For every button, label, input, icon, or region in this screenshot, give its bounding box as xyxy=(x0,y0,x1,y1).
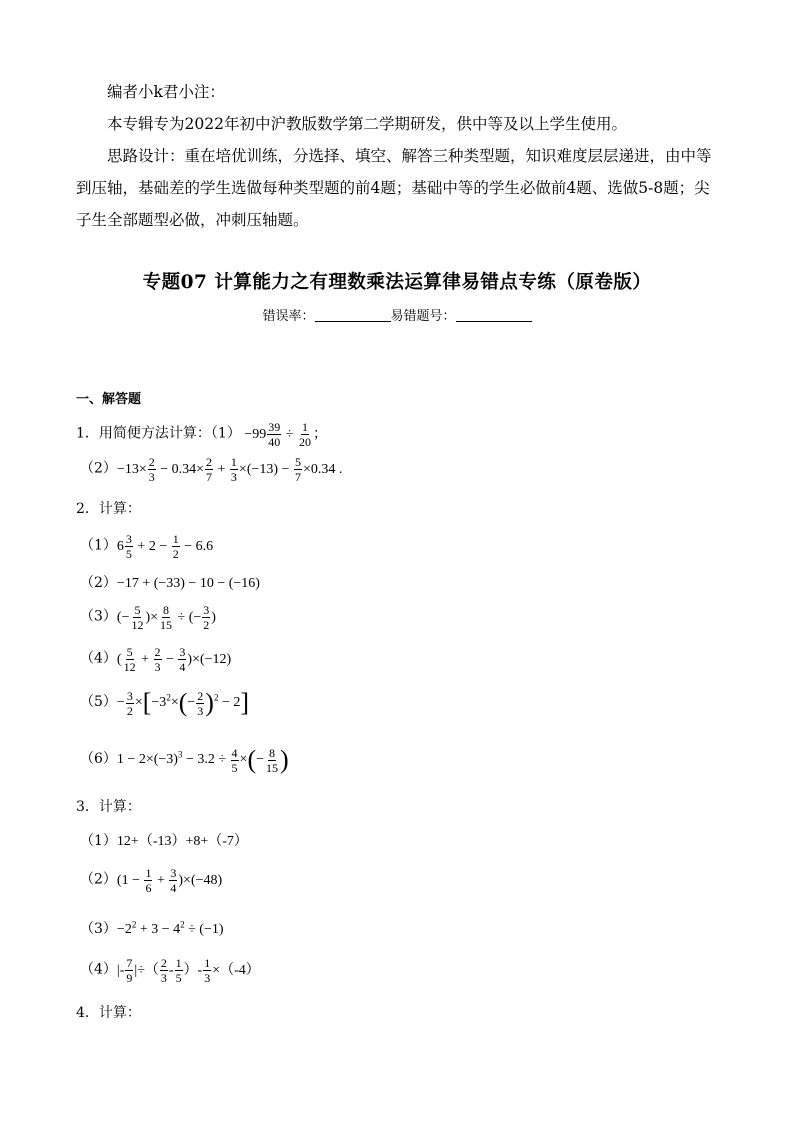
q1-item-1-expr: −99 $\frac{39}{40}$ ÷ $\frac{1}{20}$ ； xyxy=(240,420,327,449)
section-heading: 一、解答题 xyxy=(76,392,142,407)
q1-item-2: （2）−13× $\frac{2}{3}$ − 0.34× $\frac{2}{7}$ + $\frac{1}{3}$ ×(−13) − $\frac{5}{7}$ ×0.34 . xyxy=(80,455,343,484)
question-4-label: 4．计算： xyxy=(76,1005,141,1021)
intro-block xyxy=(76,76,720,236)
q2-item-4: （4）( $\frac{5}{12}$ + $\frac{2}{3}$ − $\frac{3}{4}$ )×(−12) xyxy=(80,645,232,674)
error-rate-blank xyxy=(315,308,391,322)
q3-item-3: $(3)-2^2 + 3 - 4^2 \div (-1)$ xyxy=(80,919,224,937)
question-3-label: 3．计算： xyxy=(76,799,141,815)
page-title: 专题07 计算能力之有理数乘法运算律易错点专练（原卷版） xyxy=(142,272,652,293)
wrong-questions-blank xyxy=(456,308,532,322)
q2-item-1: （1）6 $\frac{3}{5}$ + 2 − $\frac{1}{2}$ − 6.6 xyxy=(80,532,214,561)
error-rate-label: 错误率： xyxy=(262,309,315,324)
q3-item-2: （2）(1 − $\frac{1}{6}$ + $\frac{3}{4}$ )×(−48) xyxy=(80,866,223,895)
intro-paragraph-2: 思路设计：重在培优训练，分选择、填空、解答三种类型题，知识难度层层递进，由中等到压轴，基础差的学生选做每种类型题的前4题；基础中等的学生必做前4题、选做5-8题；尖子生全部题型必做，冲刺压轴题。 xyxy=(76,147,712,229)
q2-item-3: （3）(− $\frac{5}{12}$ )× $\frac{8}{15}$ ÷ (− $\frac{3}{2}$ ) xyxy=(80,603,216,632)
q2-item-5: （5）− $\frac{3}{2}$ $\times[-3^2\times(-$ $\frac{2}{3}$ )$^2$ − 2] xyxy=(80,688,250,718)
question-2-label: 2．计算： xyxy=(76,501,141,517)
q3-item-4: （4）|- $\frac{7}{9}$ |÷（ $\frac{2}{3}$ - $\frac{1}{5}$ ）- $\frac{1}{3}$ ×（-4） xyxy=(80,956,260,985)
wrong-questions-label: 易错题号： xyxy=(390,309,456,324)
q2-item-6: $(6)1 - 2\times(-3)^3 - 3.2$ ÷ $\frac{4}{5}$ ×(− $\frac{8}{15}$ ) xyxy=(80,745,289,775)
stats-line xyxy=(0,305,794,324)
q2-item-2: （2）−17 + (−33) − 10 − (−16) xyxy=(80,575,260,591)
q3-item-1: （1）12+（-13）+8+（-7） xyxy=(80,833,248,849)
intro-paragraph-1: 本专辑专为2022年初中沪教版数学第二学期研发，供中等及以上学生使用。 xyxy=(107,115,627,133)
question-1 xyxy=(76,420,327,449)
question-1-label: 1．用简便方法计算： xyxy=(76,425,211,442)
editor-note: 编者小k君小注： xyxy=(107,83,225,101)
q1-item-1-num: （1） xyxy=(210,425,241,442)
